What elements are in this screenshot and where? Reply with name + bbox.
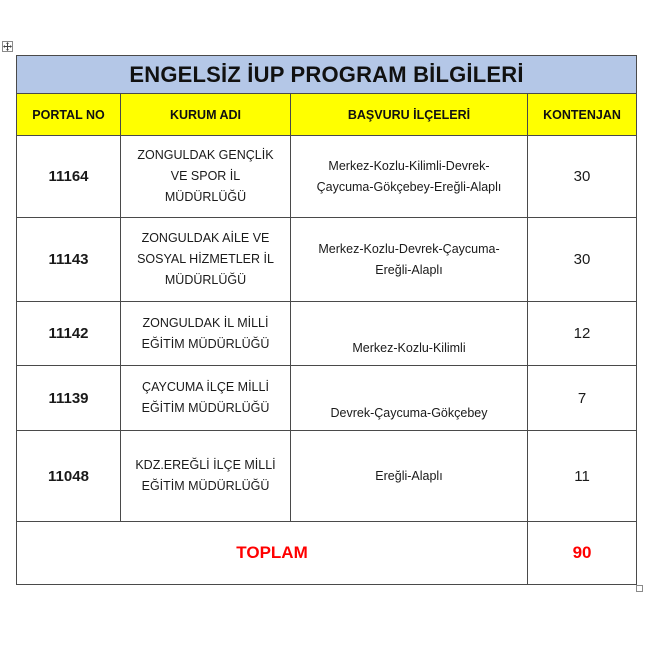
program-info-table bbox=[16, 55, 637, 585]
table-row bbox=[17, 366, 637, 431]
kurum-line: EĞİTİM MÜDÜRLÜĞÜ bbox=[141, 479, 270, 493]
kurum-line: VE SPOR İL bbox=[170, 169, 241, 183]
kurum-adi-cell bbox=[121, 366, 291, 431]
table-row bbox=[17, 218, 637, 302]
total-value: 90 bbox=[528, 522, 637, 585]
table-title: ENGELSİZ İUP PROGRAM BİLGİLERİ bbox=[17, 56, 637, 94]
table-row bbox=[17, 431, 637, 522]
ilce-line: Devrek-Çaycuma-Gökçebey bbox=[330, 406, 488, 420]
kurum-line: KDZ.EREĞLİ İLÇE MİLLİ bbox=[135, 458, 276, 472]
kurum-adi-cell bbox=[121, 136, 291, 218]
title-row bbox=[17, 56, 637, 94]
header-row bbox=[17, 94, 637, 136]
basvuru-ilceleri-cell bbox=[291, 366, 528, 431]
table-row bbox=[17, 302, 637, 366]
portal-no-cell: 11139 bbox=[17, 366, 121, 431]
table-move-handle[interactable] bbox=[2, 41, 13, 52]
kurum-adi-cell bbox=[121, 218, 291, 302]
basvuru-ilceleri-cell bbox=[291, 431, 528, 522]
kurum-line: MÜDÜRLÜĞÜ bbox=[164, 273, 247, 287]
portal-no-cell: 11048 bbox=[17, 431, 121, 522]
kurum-adi-cell bbox=[121, 302, 291, 366]
kontenjan-cell: 12 bbox=[528, 302, 637, 366]
ilce-line: Çaycuma-Gökçebey-Ereğli-Alaplı bbox=[316, 179, 502, 194]
total-label: TOPLAM bbox=[17, 522, 528, 585]
portal-no-cell: 11142 bbox=[17, 302, 121, 366]
kurum-line: ZONGULDAK İL MİLLİ bbox=[142, 315, 269, 330]
basvuru-ilceleri-cell bbox=[291, 218, 528, 302]
kurum-line: ZONGULDAK AİLE VE bbox=[141, 231, 270, 245]
ilce-line: Ereğli-Alaplı bbox=[375, 468, 443, 483]
kurum-line: ZONGULDAK GENÇLİK bbox=[137, 148, 274, 162]
header-basvuru-ilceleri: BAŞVURU İLÇELERİ bbox=[291, 94, 528, 136]
basvuru-ilceleri-cell bbox=[291, 136, 528, 218]
ilce-line: Merkez-Kozlu-Kilimli bbox=[352, 341, 466, 355]
basvuru-ilceleri-cell bbox=[291, 302, 528, 366]
kontenjan-cell: 30 bbox=[528, 218, 637, 302]
portal-no-cell: 11143 bbox=[17, 218, 121, 302]
move-arrows-icon bbox=[3, 42, 12, 51]
kurum-line: EĞİTİM MÜDÜRLÜĞÜ bbox=[141, 401, 270, 415]
kontenjan-cell: 7 bbox=[528, 366, 637, 431]
header-portal-no: PORTAL NO bbox=[17, 94, 121, 136]
table-resize-handle[interactable] bbox=[636, 585, 643, 592]
kurum-line: ÇAYCUMA İLÇE MİLLİ bbox=[142, 380, 269, 394]
table-row bbox=[17, 136, 637, 218]
kurum-adi-cell bbox=[121, 431, 291, 522]
header-kontenjan: KONTENJAN bbox=[528, 94, 637, 136]
ilce-line: Merkez-Kozlu-Kilimli-Devrek- bbox=[328, 158, 490, 173]
kurum-line: SOSYAL HİZMETLER İL bbox=[137, 252, 274, 266]
kurum-line: MÜDÜRLÜĞÜ bbox=[164, 190, 247, 204]
kontenjan-cell: 11 bbox=[528, 431, 637, 522]
kontenjan-cell: 30 bbox=[528, 136, 637, 218]
total-row bbox=[17, 522, 637, 585]
ilce-line: Merkez-Kozlu-Devrek-Çaycuma- bbox=[318, 241, 500, 256]
portal-no-cell: 11164 bbox=[17, 136, 121, 218]
header-kurum-adi: KURUM ADI bbox=[121, 94, 291, 136]
ilce-line: Ereğli-Alaplı bbox=[375, 262, 443, 277]
kurum-line: EĞİTİM MÜDÜRLÜĞÜ bbox=[141, 336, 270, 351]
